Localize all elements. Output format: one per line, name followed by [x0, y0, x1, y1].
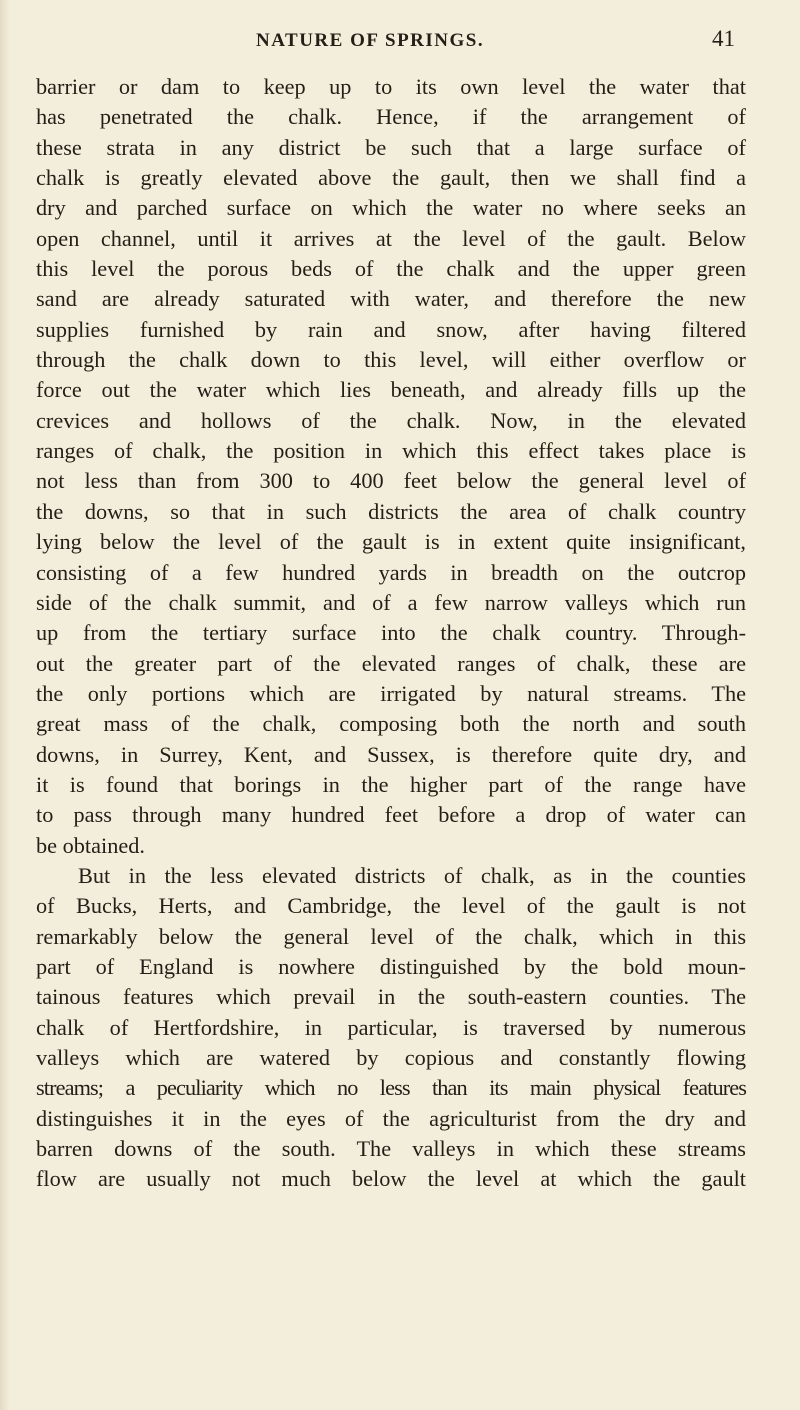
text-line: flow are usually not much below the level at which the gault: [36, 1166, 746, 1192]
text-line: consisting of a few hundred yards in breadth on the outcrop: [36, 559, 746, 585]
page-gutter-shadow: [0, 0, 10, 1410]
text-line: the downs, so that in such districts the area of chalk country: [36, 498, 746, 524]
text-line: crevices and hollows of the chalk. Now, in the elevated: [36, 407, 746, 433]
running-head: [0, 26, 800, 56]
text-line: chalk is greatly elevated above the gault, then we shall find a: [36, 165, 746, 191]
text-line: it is found that borings in the higher part of the range have: [36, 771, 746, 797]
text-line: distinguishes it in the eyes of the agriculturist from the dry and: [36, 1105, 746, 1131]
text-line: great mass of the chalk, composing both the north and south: [36, 711, 746, 737]
text-line: part of England is nowhere distinguished by the bold moun-: [36, 953, 746, 979]
text-line: downs, in Surrey, Kent, and Sussex, is therefore quite dry, and: [36, 741, 746, 767]
text-line: not less than from 300 to 400 feet below the general level of: [36, 468, 746, 494]
text-line: But in the less elevated districts of chalk, as in the counties: [78, 862, 746, 888]
text-line: these strata in any district be such that a large surface of: [36, 134, 746, 160]
text-line: dry and parched surface on which the water no where seeks an: [36, 195, 746, 221]
text-line: barrier or dam to keep up to its own level the water that: [36, 74, 746, 99]
text-line: force out the water which lies beneath, and already fills up the: [36, 377, 746, 403]
text-line: valleys which are watered by copious and constantly flowing: [36, 1045, 746, 1070]
text-line: side of the chalk summit, and of a few narrow valleys which run: [36, 589, 746, 615]
text-line: the only portions which are irrigated by natural streams. The: [36, 680, 746, 706]
text-line: out the greater part of the elevated ranges of chalk, these are: [36, 650, 746, 676]
text-line: be obtained.: [36, 832, 145, 858]
text-line: chalk of Hertfordshire, in particular, is traversed by numerous: [36, 1014, 746, 1040]
text-line: this level the porous beds of the chalk and the upper green: [36, 256, 746, 282]
paragraph-2: [36, 861, 746, 1195]
text-line: supplies furnished by rain and snow, after having filtered: [36, 316, 746, 342]
running-title: NATURE OF SPRINGS.: [256, 30, 485, 51]
paragraph-1: [36, 72, 746, 861]
text-line: to pass through many hundred feet before a drop of water can: [36, 802, 746, 828]
text-line: remarkably below the general level of the chalk, which in this: [36, 923, 746, 949]
text-line: open channel, until it arrives at the level of the gault. Below: [36, 225, 746, 251]
text-line: tainous features which prevail in the south-eastern counties. The: [36, 984, 746, 1010]
text-line: has penetrated the chalk. Hence, if the arrangement of: [36, 104, 746, 130]
text-line: of Bucks, Herts, and Cambridge, the level of the gault is not: [36, 893, 746, 919]
body-text: [36, 72, 746, 1195]
page-number: 41: [712, 26, 735, 51]
text-line: through the chalk down to this level, will either overflow or: [36, 347, 746, 373]
text-line: barren downs of the south. The valleys in which these streams: [36, 1136, 746, 1162]
text-line: sand are already saturated with water, and therefore the new: [36, 286, 746, 312]
text-line: up from the tertiary surface into the chalk country. Through-: [36, 620, 746, 646]
text-line: ranges of chalk, the position in which this effect takes place is: [36, 438, 746, 464]
text-line: lying below the level of the gault is in extent quite insignificant,: [36, 529, 746, 555]
text-line: streams; a peculiarity which no less than its main physical features: [36, 1075, 746, 1101]
